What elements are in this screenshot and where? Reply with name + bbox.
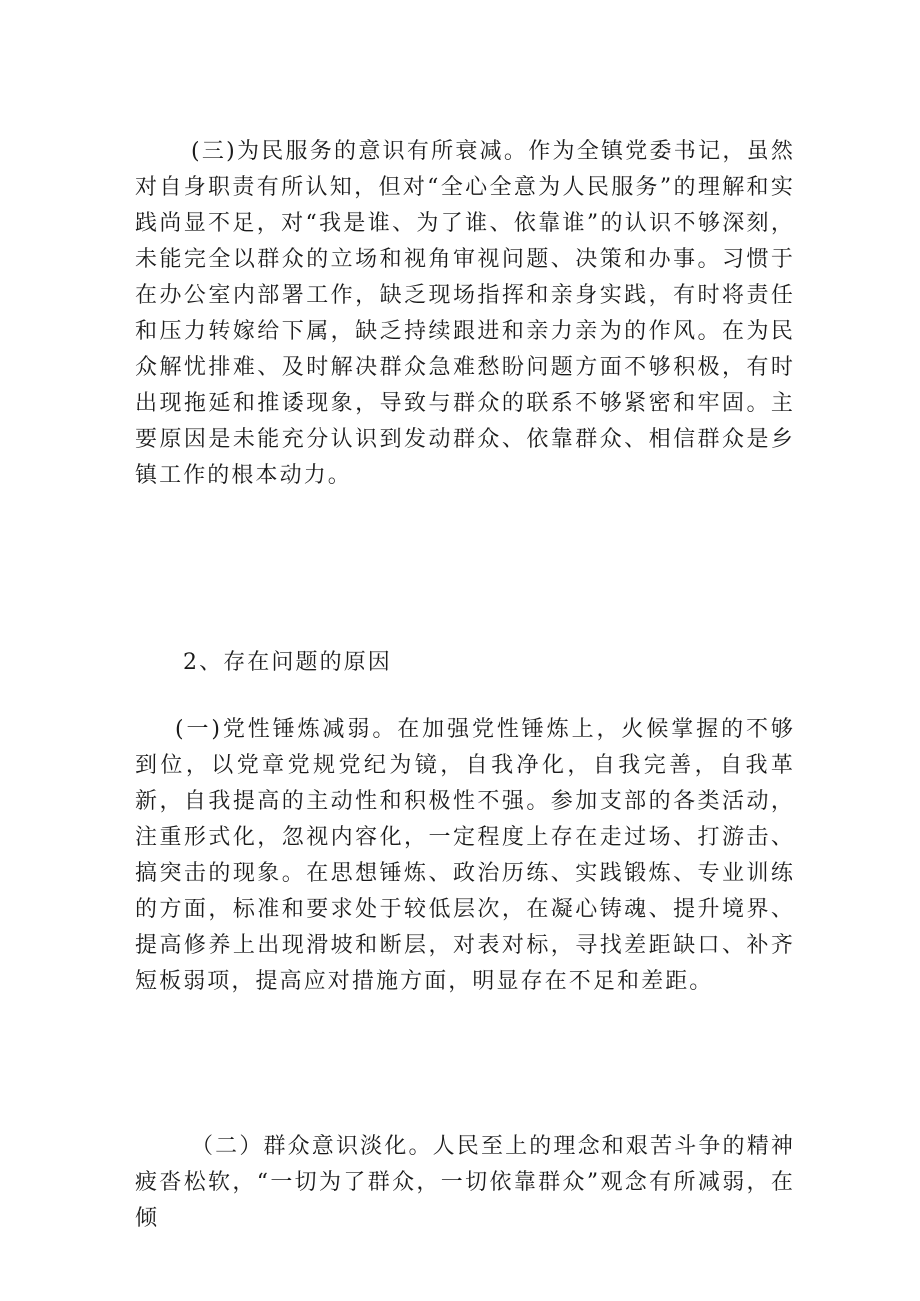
paragraph-service-awareness: (三)为民服务的意识有所衰减。作为全镇党委书记，虽然对自身职责有所认知，但对“全心全意为人民服务”的理解和实践尚显不足，对“我是谁、为了谁、依靠谁”的认识不够深刻，未能完全以群众的立场和视角审视问题、决策和办事。习惯于在办公室内部署工作，缺乏现场指挥和亲身实践，有时将责任和压力转嫁给下属，缺乏持续跟进和亲力亲为的作风。在为民众解忧排难、及时解决群众急难愁盼问题方面不够积极，有时出现拖延和推诿现象，导致与群众的联系不够紧密和牢固。主要原因是未能充分认识到发动群众、依靠群众、相信群众是乡镇工作的根本动力。 <box>135 139 795 488</box>
paragraph-mass-awareness: （二）群众意识淡化。人民至上的理念和艰苦斗争的精神疲沓松软，“一切为了群众，一切依靠群众”观念有所减弱，在倾 <box>135 1134 795 1231</box>
section-heading-causes: 2、存在问题的原因 <box>183 650 392 675</box>
paragraph-party-spirit: (一)党性锤炼减弱。在加强党性锤炼上，火候掌握的不够到位，以党章党规党纪为镜，自我净化，自我完善，自我革新，自我提高的主动性和积极性不强。参加支部的各类活动，注重形式化，忽视内容化，一定程度上存在走过场、打游击、搞突击的现象。在思想锤炼、政治历练、实践锻炼、专业训练的方面，标准和要求处于较低层次，在凝心铸魂、提升境界、提高修养上出现滑坡和断层，对表对标，寻找差距缺口、补齐短板弱项，提高应对措施方面，明显存在不足和差距。 <box>135 717 795 994</box>
